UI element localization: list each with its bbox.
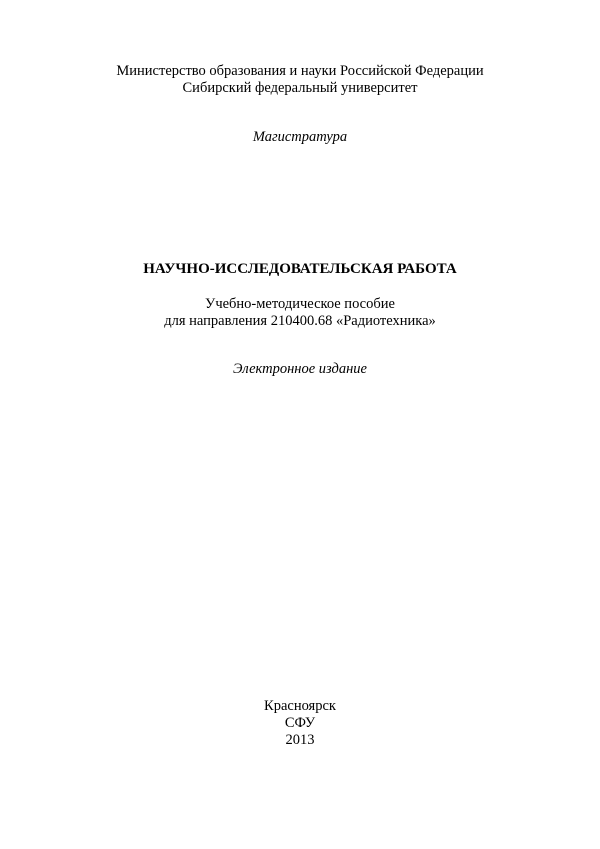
- level-line: Магистратура: [252, 129, 348, 145]
- document-type-line: Учебно-методическое пособие: [205, 296, 395, 312]
- city-line: Красноярск: [264, 698, 336, 714]
- university-line: Сибирский федеральный университет: [182, 80, 418, 96]
- edition-line: Электронное издание: [233, 361, 367, 377]
- document-title: НАУЧНО-ИССЛЕДОВАТЕЛЬСКАЯ РАБОТА: [143, 261, 457, 277]
- ministry-line: Министерство образования и науки Российской Федерации: [116, 63, 484, 79]
- direction-line: для направления 210400.68 «Радиотехника»: [164, 313, 436, 329]
- year-line: 2013: [285, 732, 315, 748]
- publisher-line: СФУ: [284, 715, 316, 731]
